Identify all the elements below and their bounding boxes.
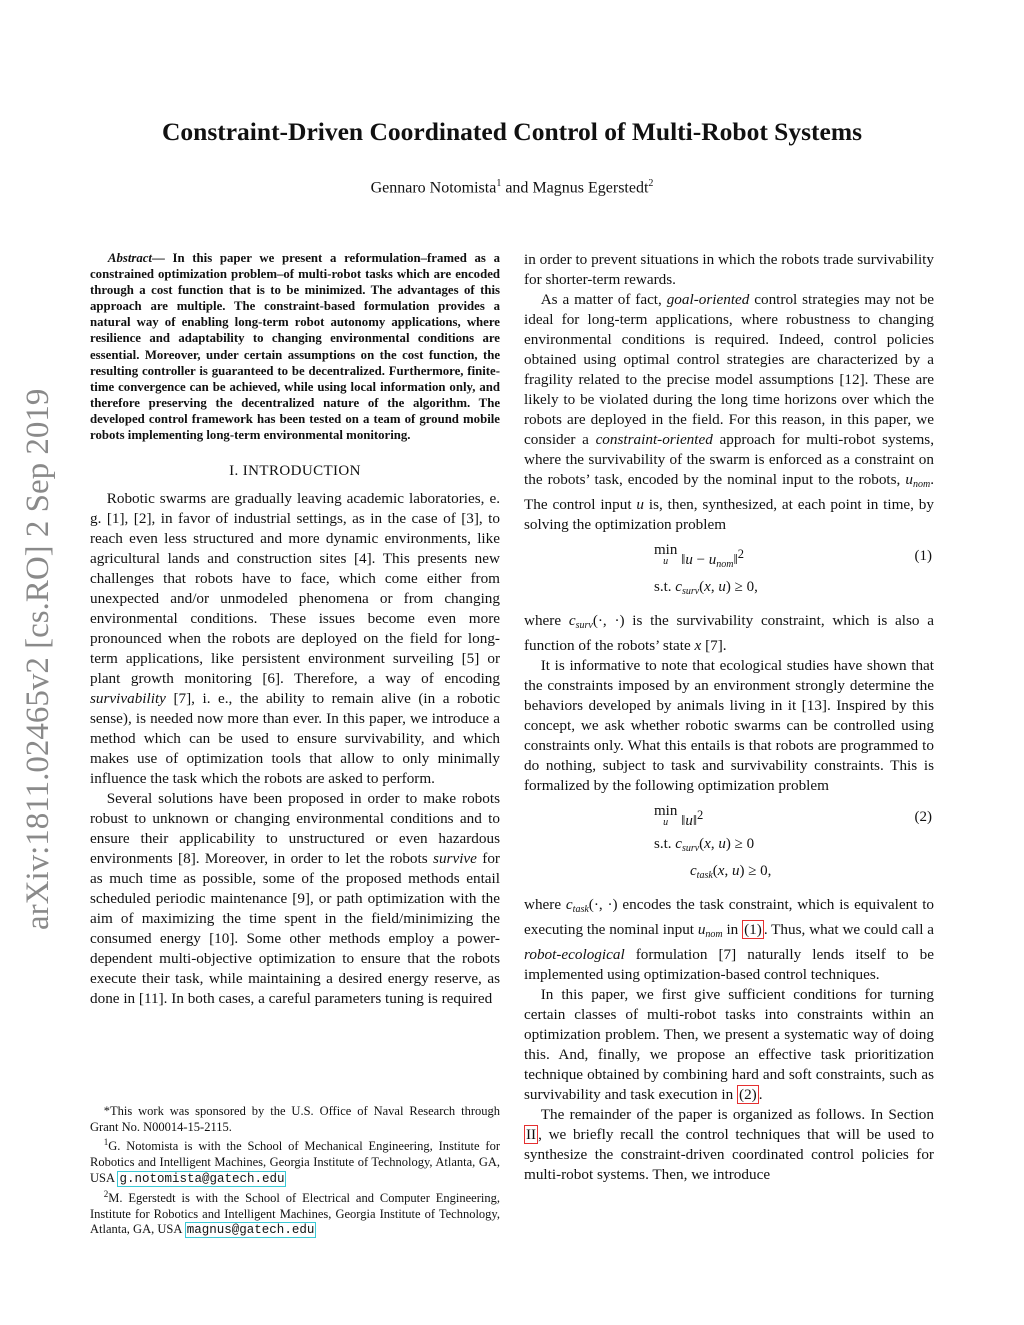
abstract-text: In this paper we present a reformulation–framed as a constrained optimization problem–of multi-robot tasks which are encoded through a cost function that is to be minimized. The advantages of this approach are multiple. The constraint-based formulation provides a natural way of enabling long-term robot autonomy applications, where resilience and adaptability to changing environmental conditions are essential. Moreover, under certain assumptions on the cost function, the resulting controller is guaranteed to be decentralized. Furthermore, finite-time convergence can be achieved, while using local information only, and therefore preserving the decentralized nature of the algorithm. The developed control framework has been tested on a team of ground mobile robots implementing long-term environmental monitoring. bbox=[90, 251, 500, 443]
right-paragraph-0: in order to prevent situations in which the robots trade survivability for shorter-term rewards. bbox=[524, 251, 934, 288]
footnote-author-2: $^2$M. Egerstedt is with the School of Electrical and Computer Engineering, Institute for Robotics and Intelligent Machines, Georgia Institute of Technology, Atlanta, GA, USA magnus@gatech.edu bbox=[90, 1189, 500, 1238]
left-column bbox=[90, 250, 500, 1009]
equation-1: min u ‖u − $u_{nom}‖^2$ s.t. $c_{surv}(x$, u) ≥ 0, (1) bbox=[654, 542, 932, 597]
intro-paragraph-1: Robotic swarms are gradually leaving academic laboratories, e. g. [1], [2], in favor of industrial settings, as in the case of [3], to reach even less structured and more dynamic environments, like agricultural lands and construction sites [4]. This presents new challenges that robots have to face, which come either from unexpected and/or unmodeled phenomena or from changing environmental conditions. These issues become even more pronounced when the robots are deployed on the field for long-term applications, like persistent environment surveiling [5] or plant growth monitoring [6]. Therefore, a way of encoding survivability [7], i. e., the ability to remain alive (in a robotic sense), is needed now more than ever. In this paper, we introduce a method which can be used to ensure survivability, and which makes use of optimization tools that allow to only minimally influence the task which the robots are asked to perform. bbox=[90, 490, 500, 788]
arxiv-margin-stamp bbox=[6, 340, 66, 940]
author-conjunction: and bbox=[505, 179, 529, 197]
author-1-mark: 1 bbox=[496, 178, 502, 189]
email-link-egerstedt[interactable]: magnus@gatech.edu bbox=[186, 1223, 315, 1238]
abstract-label: Abstract bbox=[107, 251, 152, 265]
section-ref-2[interactable]: II bbox=[526, 1126, 537, 1143]
footnote-author-1: $^1$G. Notomista is with the School of Mechanical Engineering, Institute for Robotics and Intelligent Machines, Georgia Institute of Technology, Atlanta, GA, USA g.notomista@gatech.edu bbox=[90, 1137, 500, 1186]
author-2-mark: 2 bbox=[648, 178, 654, 189]
right-paragraph-3: It is informative to note that ecological studies have shown that the constraints imposed by an environment strongly determine the behaviors developed by animals living in it [13]. Inspired by this concept, we ask whether robotic swarms can be controlled using constraints only. What this entails is that robots are programmed to do nothing, subject to task and survivability constraints. This is formalized by the following optimization problem bbox=[524, 657, 934, 794]
equation-2: min u ‖u‖$^2$ s.t. $c_{surv}(x$, u) ≥ 0 $c_{task}(x$, u) ≥ 0, (2) bbox=[654, 803, 932, 881]
right-paragraph-5: In this paper, we first give sufficient conditions for turning certain classes of multi-robot tasks into constraints within an optimization problem. Then, we present a systematic way of doing this. And, finally, we propose an effective task prioritization technique obtained by combining hard and soft constraints, such as survivability and task execution in (2) . bbox=[524, 986, 934, 1103]
equation-1-number: (1) bbox=[914, 548, 932, 564]
arxiv-id-text: arXiv:1811.02465v2 [cs.RO] 2 Sep 2019 bbox=[20, 388, 56, 930]
right-paragraph-1: As a matter of fact, goal-oriented control strategies may not be ideal for long-term applications, where robustness to changing environmental conditions is required. Indeed, control policies obtained using optimal control strategies are characterized by a fragility related to the precise model assumptions [12]. These are likely to be violated during the long time horizons over which the robots are deployed in the field. For this reason, in this paper, we consider a constraint-oriented approach for multi-robot systems, where the survivability of the swarm is enforced as a constraint on the robots’ task, encoded by the nominal input to the robots, $u_{nom}$. The control input u is, then, synthesized, at each point in time, by solving the optimization problem bbox=[524, 291, 934, 533]
equation-ref-2[interactable]: (2) bbox=[739, 1086, 757, 1103]
right-paragraph-2: where $c_{surv}(\cdot$, ·) is the survivability constraint, which is also a function of the robots’ state x [7]. bbox=[524, 612, 934, 654]
author-1: Gennaro Notomista bbox=[370, 179, 497, 197]
abstract: Abstract— In this paper we present a reformulation–framed as a constrained optimization problem–of multi-robot tasks which are encoded through a cost function that is to be minimized. The advantages of this approach are multiple. The constraint-based formulation provides a natural way of enabling long-term robot autonomy applications, where resilience and adaptability to changing environmental conditions are essential. Moreover, under certain assumptions on the cost function, the resulting controller is guaranteed to be decentralized. Furthermore, finite-time convergence can be achieved, while using local information only, and therefore preserving the decentralized nature of the algorithm. The developed control framework has been tested on a team of ground mobile robots implementing long-term environmental monitoring. bbox=[90, 251, 500, 443]
author-line bbox=[0, 178, 1024, 197]
author-2: Magnus Egerstedt bbox=[532, 179, 649, 197]
footnotes bbox=[90, 1104, 500, 1239]
right-paragraph-6: The remainder of the paper is organized as follows. In Section II , we briefly recall the control techniques that will be used to synthesize the constraint-driven coordinated control policies for multi-robot systems. Then, we introduce bbox=[524, 1106, 934, 1183]
math-u-nom: $u_{nom}$ bbox=[905, 471, 931, 490]
footnote-funding: *This work was sponsored by the U.S. Office of Naval Research through Grant No. N00014-15-2115. bbox=[90, 1104, 500, 1134]
right-column bbox=[524, 250, 934, 1185]
email-link-notomista[interactable]: g.notomista@gatech.edu bbox=[119, 1171, 285, 1186]
right-paragraph-4: where $c_{task}(\cdot$, ·) encodes the task constraint, which is equivalent to executing the nominal input $u_{nom}$ in (1) . Thus, what we could call a robot-ecological formulation [7] naturally lends itself to be implemented using optimization-based control techniques. bbox=[524, 896, 935, 983]
section-heading-introduction: I. INTRODUCTION bbox=[229, 463, 361, 480]
equation-ref-1[interactable]: (1) bbox=[744, 921, 762, 938]
paper-title: Constraint-Driven Coordinated Control of Multi-Robot Systems bbox=[161, 117, 863, 146]
intro-paragraph-2: Several solutions have been proposed in order to make robots robust to unknown or changing environmental conditions and to ensure their applicability to unstructured or even hazardous environments [8]. Moreover, in order to let the robots survive for as much time as possible, some of the proposed methods entail scheduled periodic maintenance [9], or path optimization with the aim of maximizing the time spent in the field/minimizing the consumed energy [10]. Some other methods employ a power-dependent multi-objective optimization to ensure that the robots execute their task, while maintaining a desired energy reserve, as done in [11]. In both cases, a careful parameters tuning is required bbox=[90, 790, 500, 1008]
equation-2-number: (2) bbox=[914, 809, 932, 825]
